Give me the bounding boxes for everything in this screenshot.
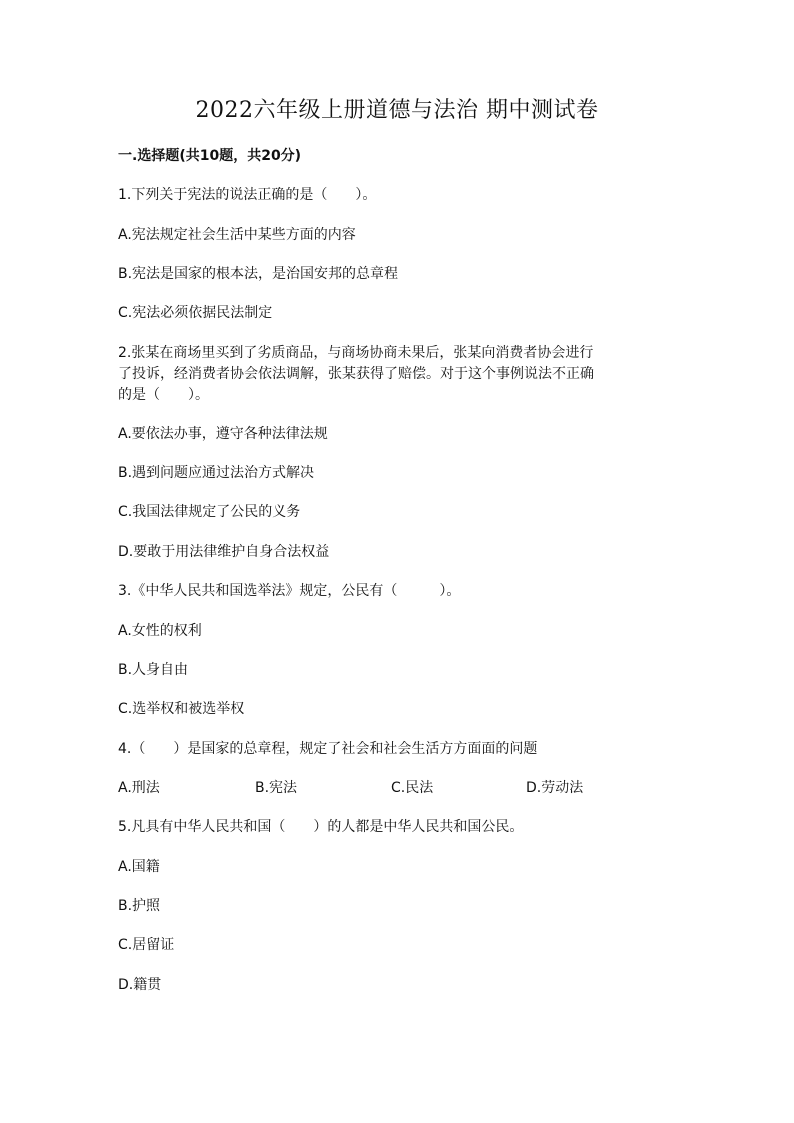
question-4-option-b: B.宪法 xyxy=(255,780,298,796)
question-5-option-a: A.国籍 xyxy=(118,859,160,875)
question-2-option-d: D.要敢于用法律维护自身合法权益 xyxy=(118,544,330,560)
question-1-stem: 1.下列关于宪法的说法正确的是（ ）。 xyxy=(118,187,377,203)
question-5-option-d: D.籍贯 xyxy=(118,977,162,993)
section-heading: 一.选择题(共10题，共20分) xyxy=(118,148,302,164)
page-title: 2022六年级上册道德与法治 期中测试卷 xyxy=(195,98,599,123)
question-2-option-a: A.要依法办事，遵守各种法律法规 xyxy=(118,426,328,442)
question-1-option-a: A.宪法规定社会生活中某些方面的内容 xyxy=(118,227,356,243)
question-1-option-c: C.宪法必须依据民法制定 xyxy=(118,305,273,321)
question-3-option-a: A.女性的权利 xyxy=(118,623,202,639)
question-4-option-c: C.民法 xyxy=(391,780,434,796)
question-4-options-row xyxy=(118,778,688,799)
question-3-option-c: C.选举权和被选举权 xyxy=(118,701,245,717)
question-3-stem: 3.《中华人民共和国选举法》规定，公民有（ ）。 xyxy=(118,583,461,599)
question-4-stem: 4.（ ）是国家的总章程，规定了社会和社会生活方方面面的问题 xyxy=(118,741,538,757)
question-2-stem-line-3: 的是（ ）。 xyxy=(118,387,209,403)
question-2-stem-line-1: 2.张某在商场里买到了劣质商品，与商场协商未果后，张某向消费者协会进行 xyxy=(118,345,594,361)
question-4-option-a: A.刑法 xyxy=(118,780,160,796)
question-3-option-b: B.人身自由 xyxy=(118,662,189,678)
question-2-option-b: B.遇到问题应通过法治方式解决 xyxy=(118,465,315,481)
question-2-stem-line-2: 了投诉，经消费者协会依法调解，张某获得了赔偿。对于这个事例说法不正确 xyxy=(118,366,594,382)
question-5-option-c: C.居留证 xyxy=(118,937,175,953)
question-1-option-b: B.宪法是国家的根本法，是治国安邦的总章程 xyxy=(118,266,399,282)
question-5-option-b: B.护照 xyxy=(118,898,161,914)
question-5-stem: 5.凡具有中华人民共和国（ ）的人都是中华人民共和国公民。 xyxy=(118,819,524,835)
question-2-option-c: C.我国法律规定了公民的义务 xyxy=(118,504,301,520)
question-4-option-d: D.劳动法 xyxy=(526,780,584,796)
